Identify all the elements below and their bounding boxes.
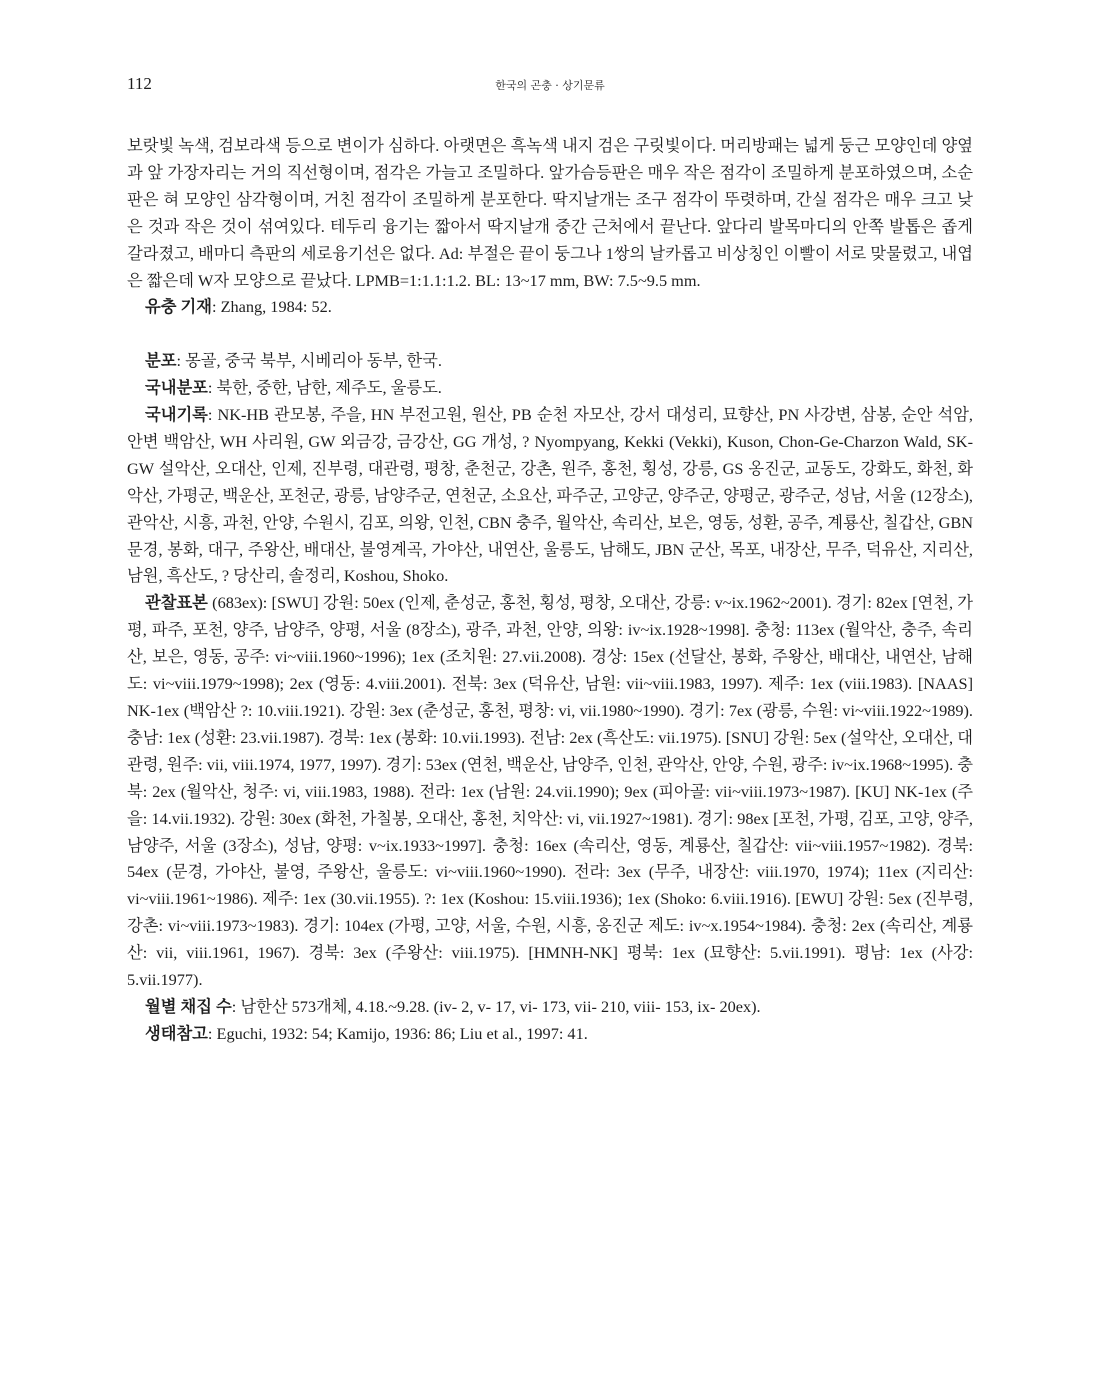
larva-paragraph — [127, 294, 973, 321]
ecology-refs-text: : Eguchi, 1932: 54; Kamijo, 1936: 86; Liu et al., 1997: 41. — [207, 1023, 588, 1043]
description-paragraph — [127, 133, 973, 294]
running-title: 한국의 곤충 · 상기문류 — [495, 79, 605, 92]
monthly-collection-label: 월별 채집 수 — [145, 996, 232, 1016]
ecology-refs-label: 생태참고 — [145, 1023, 208, 1043]
body-text — [127, 133, 973, 1048]
larva-text: : Zhang, 1984: 52. — [211, 297, 332, 317]
larva-label: 유충 기재 — [145, 297, 212, 317]
page-number: 112 — [127, 74, 152, 93]
domestic-distribution-paragraph — [127, 375, 973, 402]
ecology-refs-paragraph — [127, 1021, 973, 1048]
domestic-records-label: 국내기록 — [145, 405, 208, 425]
monthly-collection-text: : 남한산 573개체, 4.18.~9.28. (iv- 2, v- 17, vi- 173, vii- 210, viii- 153, ix- 20ex). — [231, 996, 761, 1016]
distribution-label: 분포 — [145, 351, 177, 371]
distribution-text: : 몽골, 중국 북부, 시베리아 동부, 한국. — [176, 351, 442, 371]
domestic-distribution-text: : 북한, 중한, 남한, 제주도, 울릉도. — [207, 378, 442, 398]
description-text: 보랏빛 녹색, 검보라색 등으로 변이가 심하다. 아랫면은 흑녹색 내지 검은 구릿빛이다. 머리방패는 넓게 둥근 모양인데 양옆과 앞 가장자리는 거의 직선형이며, 점각은 가늘고 조밀하다. 앞가슴등판은 매우 작은 점각이 조밀하게 분포하였으며, 소순판은 혀 모양인 삼각형이며, 거친 점각이 조밀하게 분포한다. 딱지날개는 조구 점각이 뚜렷하며, 간실 점각은 매우 크고 낮은 것과 작은 것이 섞여있다. 테두리 융기는 짧아서 딱지날개 중간 근처에서 끝난다. 앞다리 발목마디의 안쪽 발톱은 좁게 갈라졌고, 배마디 측판의 세로융기선은 없다. Ad: 부절은 끝이 둥그나 1쌍의 날카롭고 비상칭인 이빨이 서로 맞물렸고, 내엽은 짧은데 W자 모양으로 끝났다. LPMB=1:1.1:1.2. BL: 13~17 mm, BW: 7.5~9.5 mm. — [127, 136, 973, 290]
section-gap — [127, 321, 973, 348]
distribution-paragraph — [127, 348, 973, 375]
domestic-records-text: : NK-HB 관모봉, 주을, HN 부전고원, 원산, PB 순천 자모산, 강서 대성리, 묘향산, PN 사강변, 삼봉, 순안 석암, 안변 백암산, WH 사리원, GW 외금강, 금강산, GG 개성, ? Nyompyang, Kekki (Vekki), Kuson, Chon-Ge-Charzon Wald, SK-GW 설악산, 오대산, 인제, 진부령, 대관령, 평창, 춘천군, 강촌, 원주, 홍천, 횡성, 강릉, GS 옹진군, 교동도, 강화도, 화천, 화악산, 가평군, 백운산, 포천군, 광릉, 남양주군, 연천군, 소요산, 파주군, 고양군, 양주군, 양평군, 광주군, 성남, 서울 (12장소), 관악산, 시흥, 과천, 안양, 수원시, 김포, 의왕, 인천, CBN 충주, 월악산, 속리산, 보은, 영동, 성환, 공주, 계룡산, 칠갑산, GBN 문경, 봉화, 대구, 주왕산, 배대산, 불영계곡, 가야산, 내연산, 울릉도, 남해도, JBN 군산, 목포, 내장산, 무주, 덕유산, 지리산, 남원, 흑산도, ? 당산리, 솔정리, Koshou, Shoko. — [127, 405, 973, 586]
domestic-records-paragraph — [127, 402, 973, 590]
page-header — [127, 74, 973, 98]
specimens-text: (683ex): [SWU] 강원: 50ex (인제, 춘성군, 홍천, 횡성, 평창, 오대산, 강릉: v~ix.1962~2001). 경기: 82ex [연천, 가평, 파주, 포천, 양주, 남양주, 양평, 서울 (8장소), 광주, 과천, 안양, 의왕: iv~ix.1928~1998]. 충청: 113ex (월악산, 충주, 속리산, 보은, 영동, 공주: vi~viii.1960~1996); 1ex (조치원: 27.vii.2008). 경상: 15ex (선달산, 봉화, 주왕산, 배대산, 내연산, 남해도: vi~viii.1979~1998); 2ex (영동: 4.viii.2001). 전북: 3ex (덕유산, 남원: vii~viii.1983, 1997). 제주: 1ex (viii.1983). [NAAS] NK-1ex (백암산 ?: 10.viii.1921). 강원: 3ex (춘성군, 홍천, 평창: vi, vii.1980~1990). 경기: 7ex (광릉, 수원: vi~viii.1922~1989). 충남: 1ex (성환: 23.vii.1987). 경북: 1ex (봉화: 10.vii.1993). 전남: 2ex (흑산도: vii.1975). [SNU] 강원: 5ex (설악산, 오대산, 대관령, 원주: vii, viii.1974, 1977, 1997). 경기: 53ex (연천, 백운산, 남양주, 인천, 관악산, 안양, 수원, 광주: iv~ix.1968~1995). 충북: 2ex (월악산, 청주: vi, viii.1983, 1988). 전라: 1ex (남원: 24.vii.1990); 9ex (피아골: vii~viii.1973~1987). [KU] NK-1ex (주을: 14.vii.1932). 강원: 30ex (화천, 가칠봉, 오대산, 홍천, 치악산: vi, vii.1927~1981). 경기: 98ex [포천, 가평, 김포, 고양, 양주, 남양주, 서울 (3장소), 성남, 양평: v~ix.1933~1997]. 충청: 16ex (속리산, 영동, 계룡산, 칠갑산: vii~viii.1957~1982). 경북: 54ex (문경, 가야산, 불영, 주왕산, 울릉도: vi~viii.1960~1990). 전라: 3ex (무주, 내장산: viii.1970, 1974); 11ex (지리산: vi~viii.1961~1986). 제주: 1ex (30.vii.1955). ?: 1ex (Koshou: 15.viii.1936); 1ex (Shoko: 6.viii.1916). [EWU] 강원: 5ex (진부령, 강촌: vi~viii.1973~1983). 경기: 104ex (가평, 고양, 서울, 수원, 시흥, 옹진군 제도: iv~x.1954~1984). 충청: 2ex (속리산, 계룡산: vii, viii.1961, 1967). 경북: 3ex (주왕산: viii.1975). [HMNH-NK] 평북: 1ex (묘향산: 5.vii.1991). 평남: 1ex (사강: 5.vii.1977). — [127, 593, 973, 990]
specimens-label: 관찰표본 — [145, 593, 208, 613]
domestic-distribution-label: 국내분포 — [145, 378, 208, 398]
monthly-collection-paragraph — [127, 994, 973, 1021]
specimens-paragraph — [127, 590, 973, 994]
